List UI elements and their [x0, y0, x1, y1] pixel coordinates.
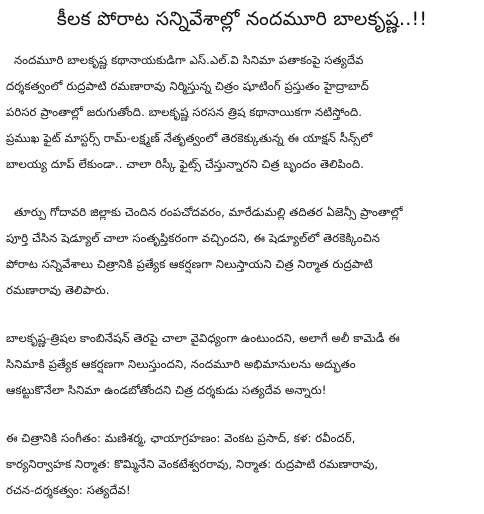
paragraph-line: పరిసర ప్రాంతాల్లో జరుగుతోంది. బాలకృష్ణ సరసన త్రిష కథానాయికగా నటిస్తోంది. — [6, 105, 363, 119]
paragraph-line: సినిమాకి ప్రత్యేక ఆకర్షణగా నిలుస్తుందని, నందమూరి అభిమానులను అద్భుతం — [6, 357, 356, 371]
paragraph-line: పూర్తి చేసిన షెడ్యూల్ చాలా సంతృప్తికరంగా వచ్చిందని, ఈ షెడ్యూల్‌లో తెరకెక్కించిన — [6, 231, 380, 245]
paragraph-line: పోరాట సన్నివేశాలు చిత్రానికి ప్రత్యేక ఆకర్షణగా నిలుస్తాయని చిత్ర నిర్మాత రుద్రపాటి — [6, 257, 373, 271]
article-paragraph-1 — [6, 47, 478, 177]
paragraph-line: బాలకృష్ణ-త్రిషల కాంబినేషన్ తెరపై చాలా వైవిధ్యంగా ఉంటుందని, అలాగే అలీ కామెడీ ఈ — [6, 331, 400, 345]
paragraph-line: రమణారావు తెలిపారు. — [6, 283, 110, 297]
paragraph-line: ఆకట్టుకొనేలా సినిమా ఉండబోతోందని చిత్ర దర్శకుడు సత్యదేవ అన్నారు! — [6, 383, 327, 397]
paragraph-line: నందమూరి బాలకృష్ణ కథానాయకుడిగా ఎస్.ఎల్.వి సినిమా పతాకంపై సత్యదేవ — [14, 53, 364, 67]
paragraph-line: తూర్పు గోదావరి జిల్లాకు చెందిన రంపచోదవరం, మారేడుమల్లి తదితర ఏజెన్సీ ప్రాంతాల్లో — [14, 205, 403, 219]
paragraph-line: దర్శకత్వంలో రుద్రపాటి రమణారావు నిర్మిస్తున్న చిత్రం షూటింగ్ ప్రస్తుతం హైద్రాబాద్ — [6, 79, 369, 93]
article-paragraph-3 — [6, 325, 478, 403]
paragraph-line: బాలయ్య దూప్ లేకుండా.. చాలా రిస్కీ ఫైట్స్ చేస్తున్నారని చిత్ర బృందం తెలిపింది. — [6, 157, 364, 171]
paragraph-line: కార్యనిర్వాహక నిర్మాత: కొమ్మినేని వెంకటేశ్వరరావు, నిర్మాత: రుద్రపాటి రమణారావు, — [6, 457, 379, 471]
paragraph-line: రచన-దర్శకత్వం: సత్యదేవ! — [6, 483, 131, 497]
paragraph-line: ఈ చిత్రానికి సంగీతం: మణిశర్మ, ఛాయాగ్రహణం: వెంకట ప్రసాద్, కళ: రవీందర్, — [6, 431, 356, 445]
article-title: కీలక పోరాట సన్నివేశాల్లో నందమూరి బాలకృష్ణ..!! — [56, 8, 428, 30]
article-paragraph-2 — [6, 199, 478, 303]
paragraph-line: ప్రముఖ ఫైట్ మాస్టర్స్ రామ్-లక్ష్మణ్ నేతృత్వంలో తెరకెక్కుతున్న ఈ యాక్షన్ సీన్స్‌లో — [6, 131, 373, 145]
article-paragraph-4 — [6, 425, 478, 503]
